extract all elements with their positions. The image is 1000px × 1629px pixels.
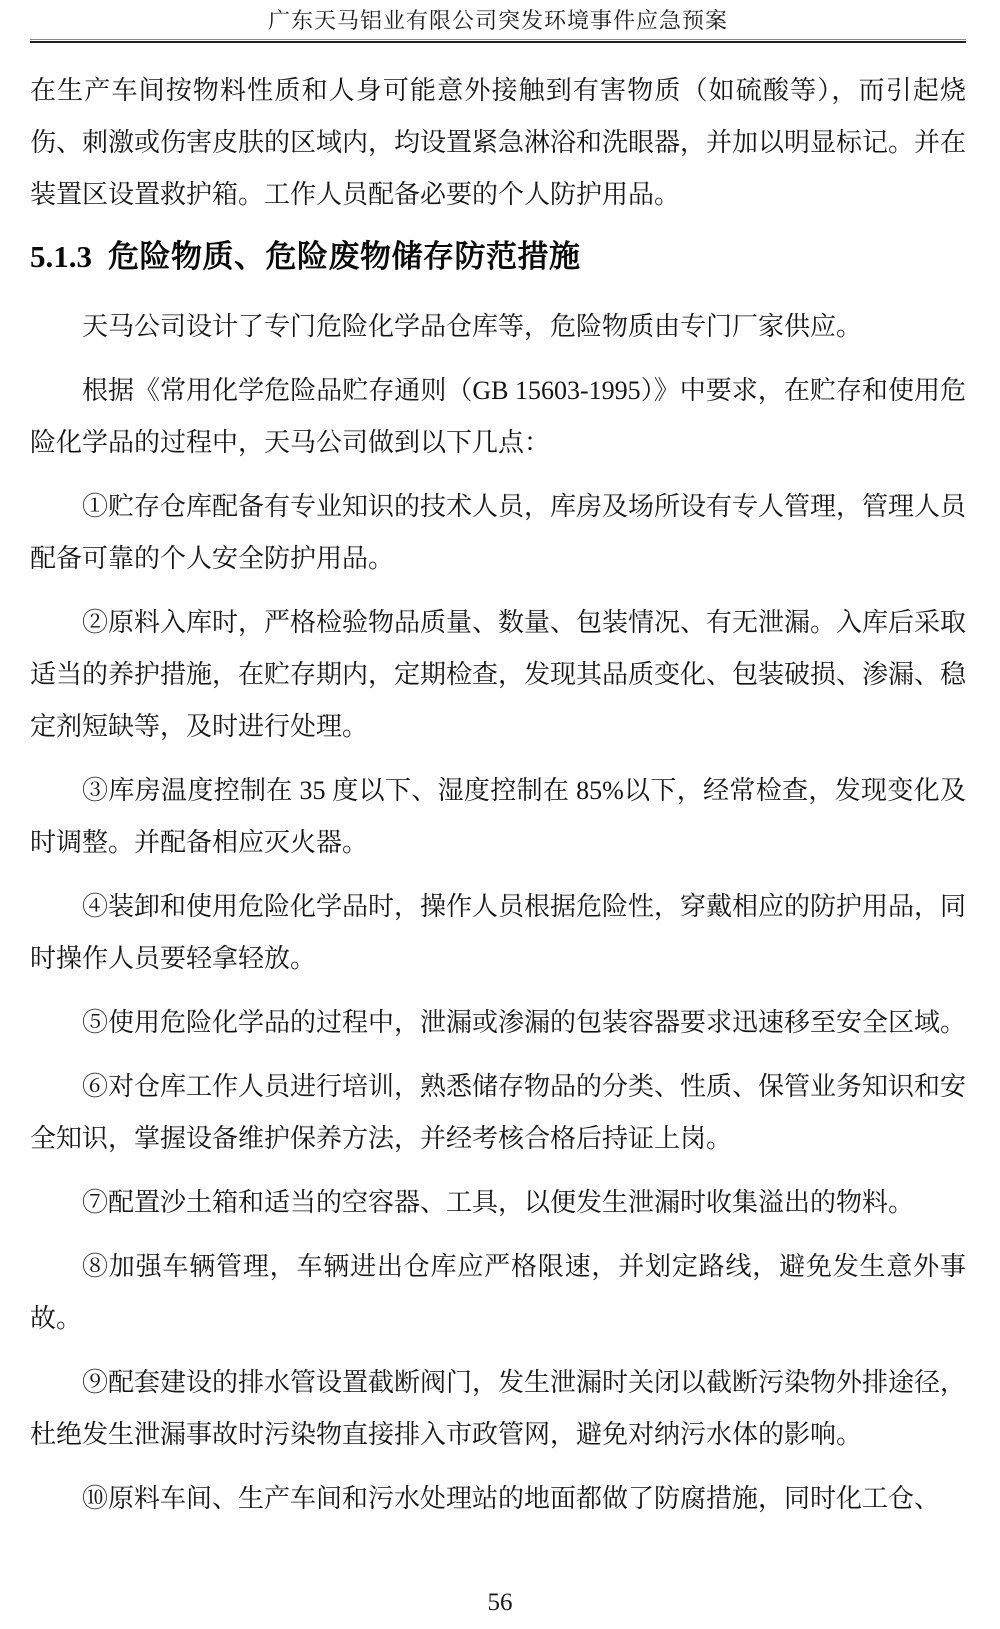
body-paragraph: ①贮存仓库配备有专业知识的技术人员，库房及场所设有专人管理，管理人员配备可靠的个人安全防护用品。	[30, 492, 967, 573]
body-paragraph: 根据《常用化学危险品贮存通则（GB 15603-1995）》中要求，在贮存和使用危险化学品的过程中，天马公司做到以下几点：	[30, 376, 966, 457]
header-title: 广东天马铝业有限公司突发环境事件应急预案	[267, 8, 728, 33]
section-title: 危险物质、危险废物储存防范措施	[108, 239, 581, 274]
body-paragraph: 天马公司设计了专门危险化学品仓库等，危险物质由专门厂家供应。	[82, 312, 863, 341]
body-paragraph: ⑦配置沙土箱和适当的空容器、工具，以便发生泄漏时收集溢出的物料。	[82, 1188, 915, 1217]
page-header	[30, 6, 966, 43]
section-heading	[30, 235, 966, 279]
body-paragraph: ⑥对仓库工作人员进行培训，熟悉储存物品的分类、性质、保管业务知识和安全知识，掌握设备维护保养方法，并经考核合格后持证上岗。	[30, 1072, 967, 1153]
page-footer	[0, 1589, 1000, 1617]
header-divider	[30, 39, 966, 43]
intro-paragraph: 在生产车间按物料性质和人身可能意外接触到有害物质（如硫酸等），而引起烧伤、刺激或伤害皮肤的区域内，均设置紧急淋浴和洗眼器，并加以明显标记。并在装置区设置救护箱。工作人员配备必要的个人防护用品。	[30, 76, 967, 209]
section-number: 5.1.3	[30, 239, 92, 274]
body-paragraph: ④装卸和使用危险化学品时，操作人员根据危险性，穿戴相应的防护用品，同时操作人员要轻拿轻放。	[30, 892, 967, 973]
body-paragraph: ⑩原料车间、生产车间和污水处理站的地面都做了防腐措施，同时化工仓、	[82, 1484, 941, 1513]
body-paragraph: ②原料入库时，严格检验物品质量、数量、包装情况、有无泄漏。入库后采取适当的养护措施，在贮存期内，定期检查，发现其品质变化、包装破损、渗漏、稳定剂短缺等，及时进行处理。	[30, 608, 967, 741]
body-paragraphs	[30, 301, 966, 1525]
page-number: 56	[487, 1589, 513, 1616]
document-content	[30, 65, 966, 1525]
body-paragraph: ⑧加强车辆管理，车辆进出仓库应严格限速，并划定路线，避免发生意外事故。	[30, 1252, 966, 1333]
body-paragraph: ⑤使用危险化学品的过程中，泄漏或渗漏的包装容器要求迅速移至安全区域。	[82, 1008, 967, 1037]
body-paragraph: ⑨配套建设的排水管设置截断阀门，发生泄漏时关闭以截断污染物外排途径，杜绝发生泄漏事故时污染物直接排入市政管网，避免对纳污水体的影响。	[30, 1368, 967, 1449]
body-paragraph: ③库房温度控制在 35 度以下、湿度控制在 85%以下，经常检查，发现变化及时调整。并配备相应灭火器。	[30, 776, 966, 857]
